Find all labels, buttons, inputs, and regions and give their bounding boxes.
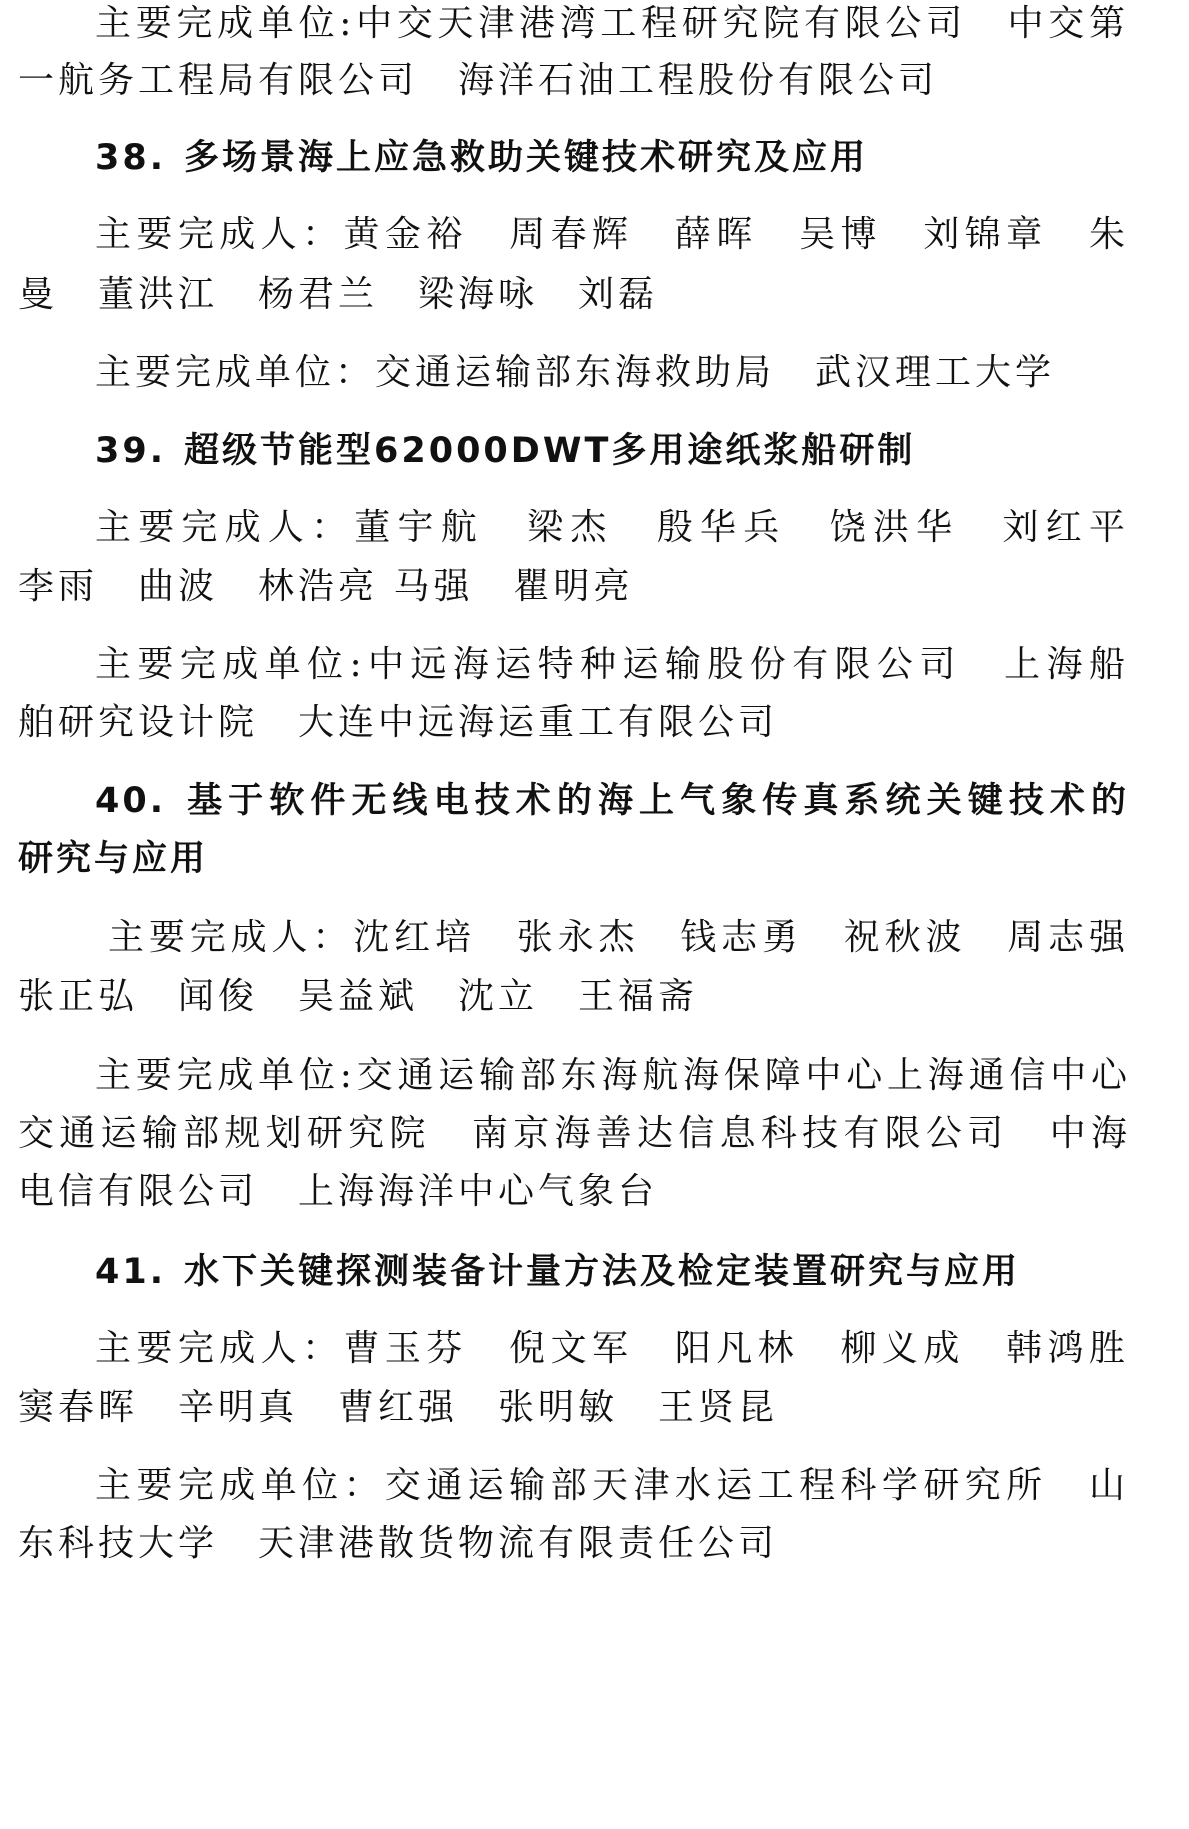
entry-number: 38. xyxy=(95,138,167,178)
entry-title: 超级节能型62000DWT多用途纸浆船研制 xyxy=(184,431,916,471)
persons-line: 主要完成人：沈红培 张永杰 钱志勇 祝秋波 周志强 xyxy=(108,917,1129,958)
entry-heading xyxy=(95,427,1129,475)
persons-line: 李雨 曲波 林浩亮 马强 瞿明亮 xyxy=(18,566,634,607)
units-line: 主要完成单位:交通运输部东海航海保障中心上海通信中心 xyxy=(95,1055,1129,1096)
units-line: 主要完成单位：交通运输部东海救助局 武汉理工大学 xyxy=(95,352,1056,393)
persons-line: 窦春晖 辛明真 曹红强 张明敏 王贤昆 xyxy=(18,1387,779,1428)
entry-title: 水下关键探测装备计量方法及检定装置研究与应用 xyxy=(184,1252,1021,1292)
units-line: 舶研究设计院 大连中远海运重工有限公司 xyxy=(18,702,779,743)
entry-heading xyxy=(95,777,1129,825)
entry-number: 40. xyxy=(95,781,167,821)
units-line: 东科技大学 天津港散货物流有限责任公司 xyxy=(18,1523,779,1564)
units-line: 电信有限公司 上海海洋中心气象台 xyxy=(18,1171,659,1212)
entry-title: 基于软件无线电技术的海上气象传真系统关键技术的 xyxy=(184,781,1129,821)
units-line: 主要完成单位:中交天津港湾工程研究院有限公司 中交第 xyxy=(95,3,1129,44)
units-line: 交通运输部规划研究院 南京海善达信息科技有限公司 中海 xyxy=(18,1113,1129,1154)
entry-title-continued: 研究与应用 xyxy=(18,839,209,879)
units-line: 一航务工程局有限公司 海洋石油工程股份有限公司 xyxy=(18,60,939,101)
entry-number: 39. xyxy=(95,431,167,471)
entry-heading xyxy=(95,1248,1129,1296)
entry-number: 41. xyxy=(95,1252,167,1292)
entry-title: 多场景海上应急救助关键技术研究及应用 xyxy=(184,138,869,178)
units-line: 主要完成单位：交通运输部天津水运工程科学研究所 山 xyxy=(95,1465,1129,1506)
persons-line: 主要完成人：曹玉芬 倪文军 阳凡林 柳义成 韩鸿胜 xyxy=(95,1328,1129,1369)
units-line: 主要完成单位:中远海运特种运输股份有限公司 上海船 xyxy=(95,644,1129,685)
persons-line: 张正弘 闻俊 吴益斌 沈立 王福斋 xyxy=(18,976,699,1017)
persons-line: 主要完成人：董宇航 梁杰 殷华兵 饶洪华 刘红平 xyxy=(95,507,1129,548)
entry-heading xyxy=(95,134,1129,182)
persons-line: 主要完成人：黄金裕 周春辉 薛晖 吴博 刘锦章 朱 xyxy=(95,214,1129,255)
persons-line: 曼 董洪江 杨君兰 梁海咏 刘磊 xyxy=(18,274,659,315)
